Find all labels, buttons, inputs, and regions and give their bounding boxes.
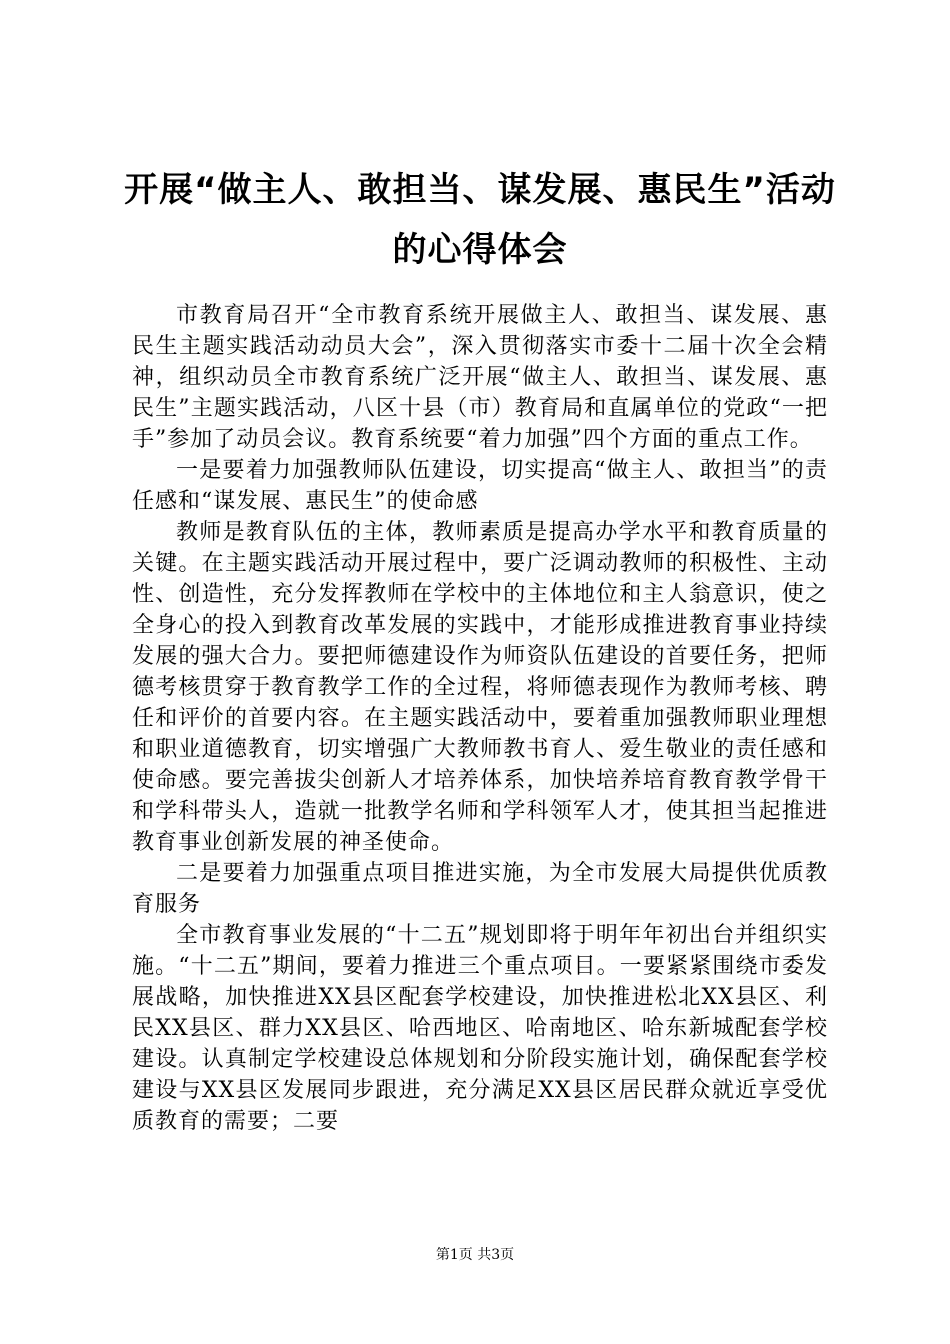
paragraph-heading-one: 一是要着力加强教师队伍建设，切实提高“做主人、敢担当”的责任感和“谋发展、惠民生”的使命感 <box>132 458 828 514</box>
document-title: 开展“做主人、敢担当、谋发展、惠民生”活动的心得体会 <box>124 170 836 270</box>
paragraph-heading-two: 二是要着力加强重点项目推进实施，为全市发展大局提供优质教育服务 <box>132 861 828 917</box>
paragraph-projects: 全市教育事业发展的“十二五”规划即将于明年年初出台并组织实施。“十二五”期间，要着力推进三个重点项目。一要紧紧围绕市委发展战略，加快推进XX县区配套学校建设，加快推进松北XX县区、利民XX县区、群力XX县区、哈西地区、哈南地区、哈东新城配套学校建设。认真制定学校建设总体规划和分阶段实施计划，确保配套学校建设与XX县区发展同步跟进，充分满足XX县区居民群众就近享受优质教育的需要；二要 <box>132 923 828 1134</box>
page-number-footer: 第1页 共3页 <box>435 1247 515 1263</box>
document-body <box>132 300 828 1137</box>
paragraph-intro: 市教育局召开“全市教育系统开展做主人、敢担当、谋发展、惠民生主题实践活动动员大会”，深入贯彻落实市委十二届十次全会精神，组织动员全市教育系统广泛开展“做主人、敢担当、谋发展、惠民生”主题实践活动，八区十县（市）教育局和直属单位的党政“一把手”参加了动员会议。教育系统要“着力加强”四个方面的重点工作。 <box>132 303 828 452</box>
paragraph-teachers: 教师是教育队伍的主体，教师素质是提高办学水平和教育质量的关键。在主题实践活动开展过程中，要广泛调动教师的积极性、主动性、创造性，充分发挥教师在学校中的主体地位和主人翁意识，使之全身心的投入到教育改革发展的实践中，才能形成推进教育事业持续发展的强大合力。要把师德建设作为师资队伍建设的首要任务，把师德考核贯穿于教育教学工作的全过程，将师德表现作为教师考核、聘任和评价的首要内容。在主题实践活动中，要着重加强教师职业理想和职业道德教育，切实增强广大教师教书育人、爱生敬业的责任感和使命感。要完善拔尖创新人才培养体系，加快培养培育教育教学骨干和学科带头人，造就一批教学名师和学科领军人才，使其担当起推进教育事业创新发展的神圣使命。 <box>132 520 828 855</box>
